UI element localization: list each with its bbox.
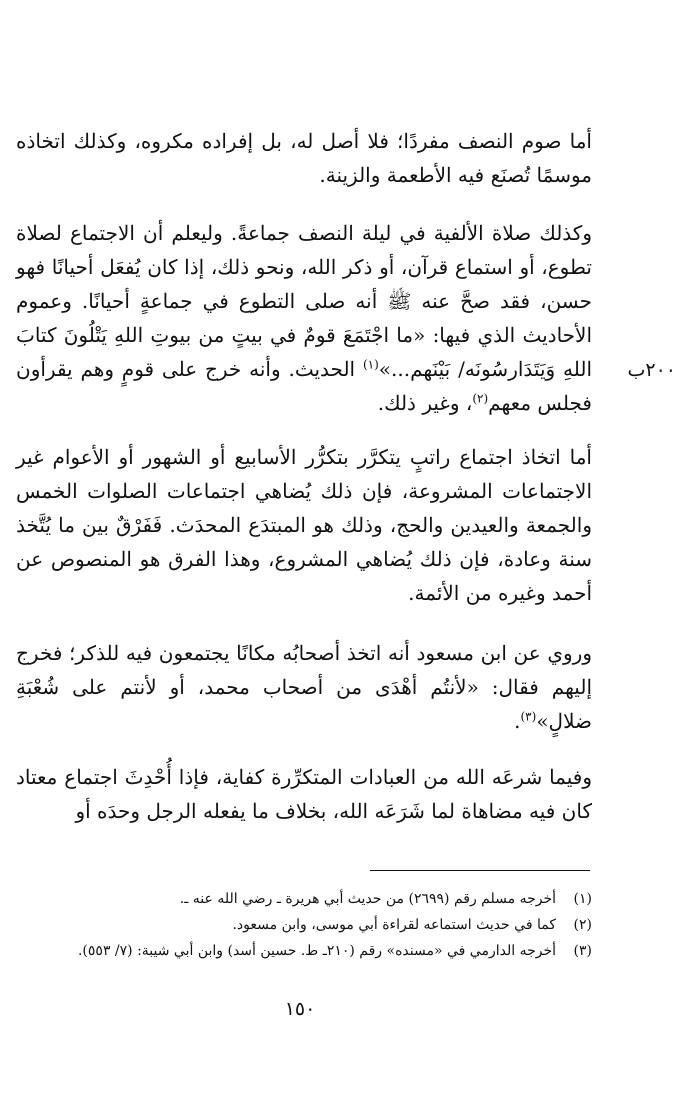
- paragraph-4-text-a: وروي عن ابن مسعود أنه اتخذ أصحابُه مكانًا يجتمعون فيه للذكر؛ فخرج إليهم فقال: «لأنتُم أهْدَى من أصحاب محمد، أو لأنتم على شُعْبَةِ ضلالٍ»: [16, 641, 592, 733]
- paragraph-2-text-a: وكذلك صلاة الألفية في ليلة النصف جماعةً. وليعلم أن الاجتماع لصلاة تطوع، أو استماع قرآن، أو ذكر الله، ونحو ذلك، إذا كان يُفعَل أحيانًا فهو حسن، فقد صحَّ عنه ﷺ أنه صلى التطوع في جماعةٍ أحيانًا. وعموم الأحاديث الذي فيها: «ما اجْتَمَعَ قومٌ في بيتٍ من بيوتِ اللهِ يَتْلُونَ كتابَ اللهِ وَيَتَدَارسُونَه/ بَيْنَهم...»: [16, 221, 592, 381]
- footnote-number: (٢): [573, 917, 592, 933]
- paragraph-1: [16, 124, 592, 192]
- footnote-1: [16, 886, 592, 912]
- footnotes-section: [16, 886, 592, 964]
- footnote-text: أخرجه مسلم رقم (٢٦٩٩) من حديث أبي هريرة ـ رضي الله عنه ـ.: [179, 891, 556, 907]
- footnote-ref-1[interactable]: (١): [362, 357, 379, 372]
- paragraph-3: [16, 440, 592, 610]
- paragraph-3-text: أما اتخاذ اجتماع راتبٍ يتكرَّر بتكرُّر الأسابيع أو الشهور أو الأعوام غير الاجتماعات المشروعة، فإن ذلك يُضاهي اجتماعات الصلوات الخمس والجمعة والعيدين والحج، وذلك هو المبتدَع المحدَث. فَفَرْقٌ بين ما يُتَّخذ سنة وعادة، فإن ذلك يُضاهي المشروع، وهذا الفرق هو المنصوص عن أحمد وغيره من الأئمة.: [16, 445, 592, 605]
- paragraph-1-text: أما صوم النصف مفردًا؛ فلا أصل له، بل إفراده مكروه، وكذلك اتخاذه موسمًا تُصنَع فيه الأطعمة والزينة.: [16, 129, 592, 187]
- paragraph-4-text-b: .: [514, 709, 521, 733]
- paragraph-2-text-c: ، وغير ذلك.: [377, 391, 473, 415]
- margin-folio-note: ٢٠٠ب: [627, 359, 676, 381]
- paragraph-2: [16, 216, 592, 420]
- paragraph-2-text-b: الحديث. وأنه خرج على قومٍ وهم يقرأون فجلس معهم: [16, 357, 592, 415]
- footnote-number: (١): [573, 891, 592, 907]
- footnote-text: كما في حديث استماعه لقراءة أبي موسى، وابن مسعود.: [232, 917, 556, 933]
- footnote-2: [16, 912, 592, 938]
- paragraph-4: [16, 636, 592, 738]
- footnote-text: أخرجه الدارمي في «مسنده» رقم (٢١٠ـ ط. حسين أسد) وابن أبي شيبة: (٧/ ٥٥٣).: [77, 943, 556, 959]
- paragraph-5: [16, 760, 592, 828]
- footnote-3: [16, 938, 592, 964]
- footnote-number: (٣): [573, 943, 592, 959]
- paragraph-5-text: وفيما شرعَه الله من العبادات المتكرِّرة كفاية، فإذا أُحْدِثَ اجتماع معتاد كان فيه مضاهاة لما شَرَعَه الله، بخلاف ما يفعله الرجل وحدَه أو: [16, 765, 592, 823]
- footnote-ref-2[interactable]: (٢): [472, 391, 489, 406]
- page-number: ١٥٠: [284, 998, 316, 1020]
- footnote-ref-3[interactable]: (٣): [520, 709, 537, 724]
- footnote-divider: [370, 870, 590, 871]
